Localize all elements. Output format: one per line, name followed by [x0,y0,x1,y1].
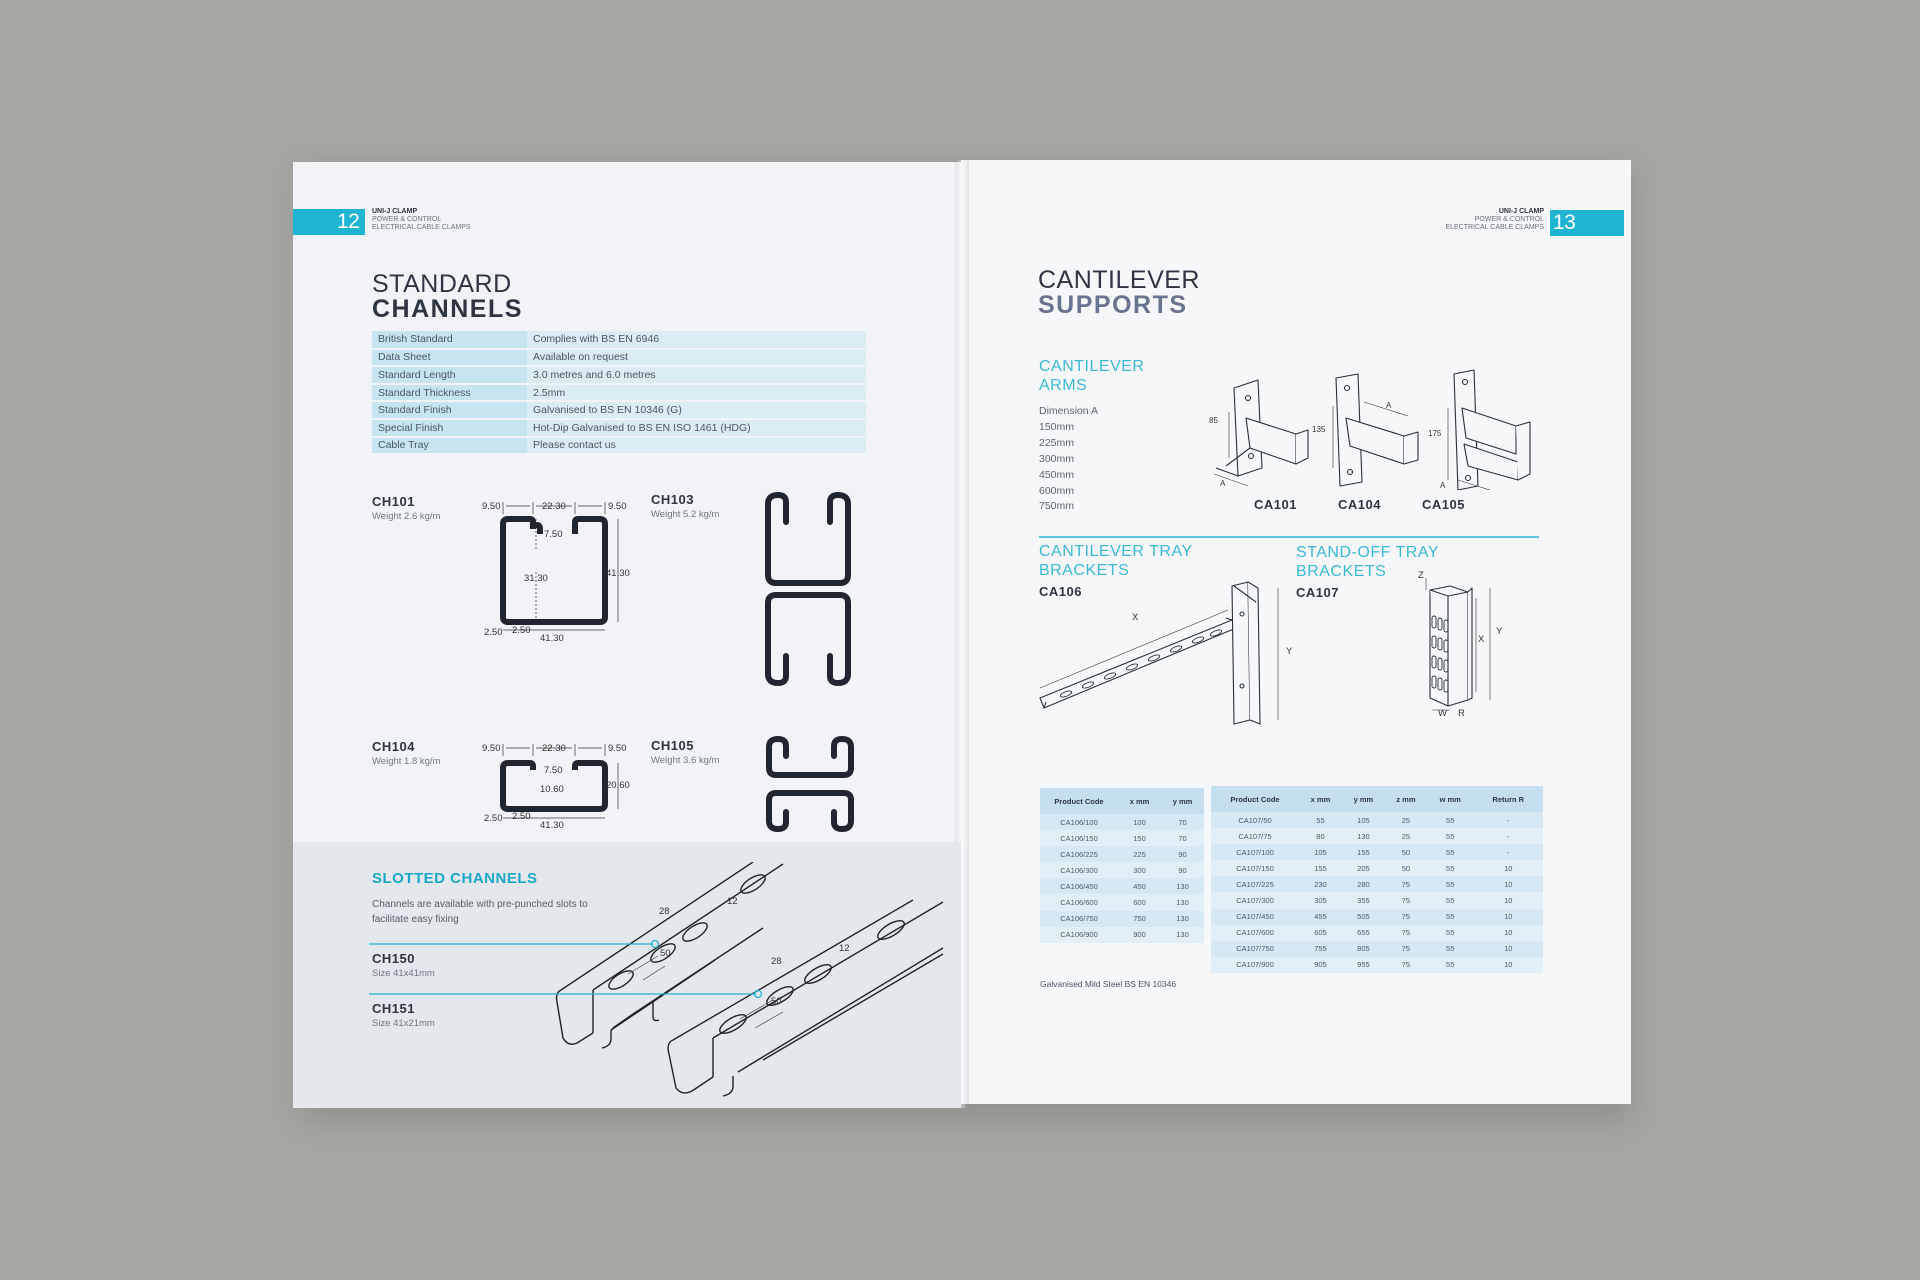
page-number: 12 [337,210,360,233]
table-row [1211,812,1543,828]
table-cell: 75 [1385,941,1427,957]
ch101-weight: Weight 2.6 kg/m [372,511,441,522]
table-cell: 655 [1342,925,1385,941]
spec-value: Please contact us [527,437,866,455]
table-cell: CA107/450 [1211,909,1299,925]
tray-bracket-illustration [1036,578,1296,726]
dim-label: 7.50 [544,529,563,540]
table-cell: 70 [1161,814,1204,830]
ch150-size: Size 41x41mm [372,968,435,979]
table-row [1211,941,1543,957]
table-cell: CA106/225 [1040,846,1118,862]
table-cell: 75 [1385,876,1427,892]
tray-title-line1: CANTILEVER TRAY [1039,543,1193,560]
table-row [1040,911,1204,927]
table-cell: 55 [1427,828,1474,844]
table-cell: CA106/600 [1040,894,1118,910]
table-cell: 10 [1474,941,1543,957]
ca107-table [1211,786,1543,973]
spec-key: Cable Tray [372,437,527,455]
dim-label: 22.30 [542,501,566,512]
slotted-description: Channels are available with pre-punched slots to facilitate easy fixing [372,899,588,925]
dim-label: 28 [771,956,782,967]
table-cell: 90 [1161,846,1204,862]
standoff-title-line2: BRACKETS [1296,563,1387,580]
table-cell: 130 [1161,911,1204,927]
table-cell: 90 [1161,862,1204,878]
table-cell: 225 [1118,846,1161,862]
dim-label: 2.50 [484,627,503,638]
table-cell: 55 [1427,860,1474,876]
header-line2: ELECTRICAL CABLE CLAMPS [372,224,471,231]
table-cell: CA107/225 [1211,876,1299,892]
ch104-weight: Weight 1.8 kg/m [372,756,441,767]
header-line1: POWER & CONTROL [372,216,442,223]
ch103-code: CH103 [651,492,694,507]
table-cell: CA106/750 [1040,911,1118,927]
table-cell: 55 [1427,844,1474,860]
table-cell: 105 [1299,844,1342,860]
dim-label: 85 [1209,416,1218,425]
table-cell: 50 [1385,860,1427,876]
arms-title-line1: CANTILEVER [1039,358,1145,375]
ch151-code: CH151 [372,1001,415,1016]
table-cell: 905 [1299,957,1342,973]
dim-label: 7.50 [544,765,563,776]
table-cell: 150 [1118,830,1161,846]
table-row [1211,828,1543,844]
ch150-code: CH150 [372,951,415,966]
table-header: Product Code [1040,788,1118,814]
header-brand: UNI-J CLAMP [372,208,418,215]
table-cell: CA106/100 [1040,814,1118,830]
dim-label: 20.60 [606,780,630,791]
header-line1: POWER & CONTROL [1474,216,1544,223]
table-cell: CA106/450 [1040,878,1118,894]
dim-label: 50 [771,996,782,1007]
table-cell: 205 [1342,860,1385,876]
table-cell: - [1474,844,1543,860]
spec-row [372,349,866,367]
table-cell: 130 [1161,894,1204,910]
dim-label: Z [1418,570,1424,581]
table-cell: 55 [1427,925,1474,941]
table-row [1040,814,1204,830]
dim-label: 135 [1312,425,1326,434]
table-cell: 305 [1299,892,1342,908]
dim-label: Y [1286,646,1293,657]
table-cell: 505 [1342,909,1385,925]
spec-key: British Standard [372,331,527,349]
arms-title [1039,357,1144,395]
table-cell: 55 [1427,957,1474,973]
table-cell: 600 [1118,894,1161,910]
table-row [1211,876,1543,892]
spec-value: Complies with BS EN 6946 [527,331,866,349]
table-row [1211,860,1543,876]
spec-row [372,401,866,419]
table-cell: 130 [1342,828,1385,844]
table-cell: 80 [1299,828,1342,844]
table-row [1040,846,1204,862]
slotted-channels-illustration [293,862,961,1108]
table-cell: 55 [1427,941,1474,957]
page-title-thin: STANDARD [372,270,512,298]
dimension-item: 225mm [1039,436,1075,449]
header-line2: ELECTRICAL CABLE CLAMPS [1445,224,1544,231]
dim-label: Y [1496,626,1503,637]
table-cell: 900 [1118,927,1161,943]
cantilever-arms-illustration [1196,368,1540,490]
dim-label: 9.50 [482,743,501,754]
running-header [372,208,471,232]
table-cell: 25 [1385,812,1427,828]
dimension-item: 150mm [1039,420,1075,433]
table-cell: 230 [1299,876,1342,892]
table-cell: - [1474,828,1543,844]
table-cell: 70 [1161,830,1204,846]
table-cell: 10 [1474,957,1543,973]
table-cell: 50 [1385,844,1427,860]
table-cell: CA107/300 [1211,892,1299,908]
dim-label: 9.50 [482,501,501,512]
table-cell: 55 [1427,812,1474,828]
table-cell: CA107/100 [1211,844,1299,860]
dim-label: 2.50 [512,811,531,822]
table-row [1040,927,1204,943]
table-cell: 955 [1342,957,1385,973]
table-cell: 130 [1161,878,1204,894]
table-row [1211,844,1543,860]
spec-value: 3.0 metres and 6.0 metres [527,366,866,384]
table-header: y mm [1161,788,1204,814]
table-header: Return R [1474,786,1543,812]
table-row [1040,830,1204,846]
table-row [1211,892,1543,908]
table-cell: 55 [1427,909,1474,925]
standoff-illustration [1410,568,1510,718]
table-cell: 75 [1385,909,1427,925]
dim-label: 9.50 [608,501,627,512]
table-cell: 10 [1474,925,1543,941]
table-cell: 100 [1118,814,1161,830]
ca105-code: CA105 [1422,497,1465,512]
table-cell: CA106/900 [1040,927,1118,943]
dim-label: A [1440,481,1446,490]
table-cell: 75 [1385,925,1427,941]
spec-value: 2.5mm [527,384,866,402]
page-title-bold: CHANNELS [372,295,523,323]
ca101-code: CA101 [1254,497,1297,512]
spec-value: Hot-Dip Galvanised to BS EN ISO 1461 (HDG) [527,419,866,437]
table-header: y mm [1342,786,1385,812]
slotted-title: SLOTTED CHANNELS [372,870,538,887]
table-cell: 130 [1161,927,1204,943]
table-cell: 75 [1385,957,1427,973]
standoff-title-line1: STAND-OFF TRAY [1296,544,1439,561]
dimension-item: 300mm [1039,452,1075,465]
ca106-code: CA106 [1039,584,1082,599]
dimension-item: 450mm [1039,468,1075,481]
table-cell: 10 [1474,876,1543,892]
ch103-weight: Weight 5.2 kg/m [651,509,720,520]
table-row [1040,878,1204,894]
header-brand: UNI-J CLAMP [1498,208,1544,215]
table-cell: CA107/750 [1211,941,1299,957]
table-cell: CA107/75 [1211,828,1299,844]
dim-label: 175 [1428,429,1442,438]
spec-row [372,366,866,384]
table-cell: 750 [1118,911,1161,927]
spec-key: Standard Thickness [372,384,527,402]
dim-label: 9.50 [608,743,627,754]
tray-title-line2: BRACKETS [1039,562,1130,579]
table-cell: 155 [1299,860,1342,876]
dim-label: X [1478,634,1485,645]
ch101-code: CH101 [372,494,415,509]
dim-label: R [1458,708,1465,718]
table-cell: 155 [1342,844,1385,860]
running-header [1420,208,1544,232]
table-header: x mm [1299,786,1342,812]
spec-key: Standard Length [372,366,527,384]
table-cell: 55 [1427,876,1474,892]
dim-label: 2.50 [512,625,531,636]
table-header: w mm [1427,786,1474,812]
table-cell: 355 [1342,892,1385,908]
spec-key: Data Sheet [372,349,527,367]
table-cell: 25 [1385,828,1427,844]
table-cell: 300 [1118,862,1161,878]
dim-label: 41.30 [540,633,564,642]
section-rule [1039,536,1539,538]
ch104-diagram [478,736,638,832]
table-cell: 105 [1342,812,1385,828]
table-row [1040,862,1204,878]
arms-title-line2: ARMS [1039,377,1088,394]
ch103-diagram [758,490,868,688]
dim-label: 31.30 [524,573,548,584]
dim-label: 22.30 [542,743,566,754]
table-cell: 450 [1118,878,1161,894]
ch104-code: CH104 [372,739,415,754]
table-cell: CA106/300 [1040,862,1118,878]
dim-label: 12 [727,896,738,907]
ch105-weight: Weight 3.6 kg/m [651,755,720,766]
dim-label: 41.30 [540,820,564,831]
table-cell: 10 [1474,892,1543,908]
table-header: Product Code [1211,786,1299,812]
table-row [1211,925,1543,941]
spec-row [372,331,866,349]
dimension-item: 750mm [1039,500,1075,513]
ca106-table [1040,788,1204,943]
table-cell: CA107/600 [1211,925,1299,941]
table-row [1211,909,1543,925]
page-number: 13 [1553,211,1576,234]
table-cell: 455 [1299,909,1342,925]
spec-key: Special Finish [372,419,527,437]
dim-label: 10.60 [540,784,564,795]
ch105-code: CH105 [651,738,694,753]
arms-dimension-list [1039,404,1098,515]
table-cell: 10 [1474,860,1543,876]
dim-label: A [1386,401,1392,410]
page-title-thin: CANTILEVER [1038,266,1200,294]
dimension-item: 600mm [1039,484,1075,497]
spec-key: Standard Finish [372,401,527,419]
dim-label: 41.30 [606,568,630,579]
dim-label: A [1220,479,1226,488]
dim-label: W [1438,708,1447,718]
ch151-size: Size 41x21mm [372,1018,435,1029]
spec-value: Galvanised to BS EN 10346 (G) [527,401,866,419]
dim-label: 2.50 [484,813,503,824]
table-cell: 10 [1474,909,1543,925]
table-cell: 605 [1299,925,1342,941]
dim-label: X [1132,612,1139,623]
spec-table [372,331,866,455]
table-cell: 75 [1385,892,1427,908]
table-cell: 280 [1342,876,1385,892]
table-row [1211,957,1543,973]
ch101-diagram [478,492,638,642]
table-header: z mm [1385,786,1427,812]
ca107-code: CA107 [1296,585,1339,600]
table-cell: CA107/150 [1211,860,1299,876]
table-cell: CA107/900 [1211,957,1299,973]
dim-label: 12 [839,943,850,954]
table-cell: 805 [1342,941,1385,957]
dimension-label: Dimension A [1039,405,1098,417]
ca104-code: CA104 [1338,497,1381,512]
table-row [1040,894,1204,910]
table-cell: CA106/150 [1040,830,1118,846]
ch105-diagram [760,734,870,834]
table-cell: 55 [1427,892,1474,908]
dim-label: 28 [659,906,670,917]
table-header: x mm [1118,788,1161,814]
table-cell: 755 [1299,941,1342,957]
page-title-bold: SUPPORTS [1038,291,1188,319]
spec-row [372,384,866,402]
material-note: Galvanised Mild Steel BS EN 10346 [1040,979,1177,989]
dim-label: 50 [660,948,671,959]
spec-row [372,437,866,455]
spec-value: Available on request [527,349,866,367]
table-cell: 55 [1299,812,1342,828]
table-cell: - [1474,812,1543,828]
tray-brackets-title [1039,542,1193,580]
table-cell: CA107/50 [1211,812,1299,828]
spec-row [372,419,866,437]
